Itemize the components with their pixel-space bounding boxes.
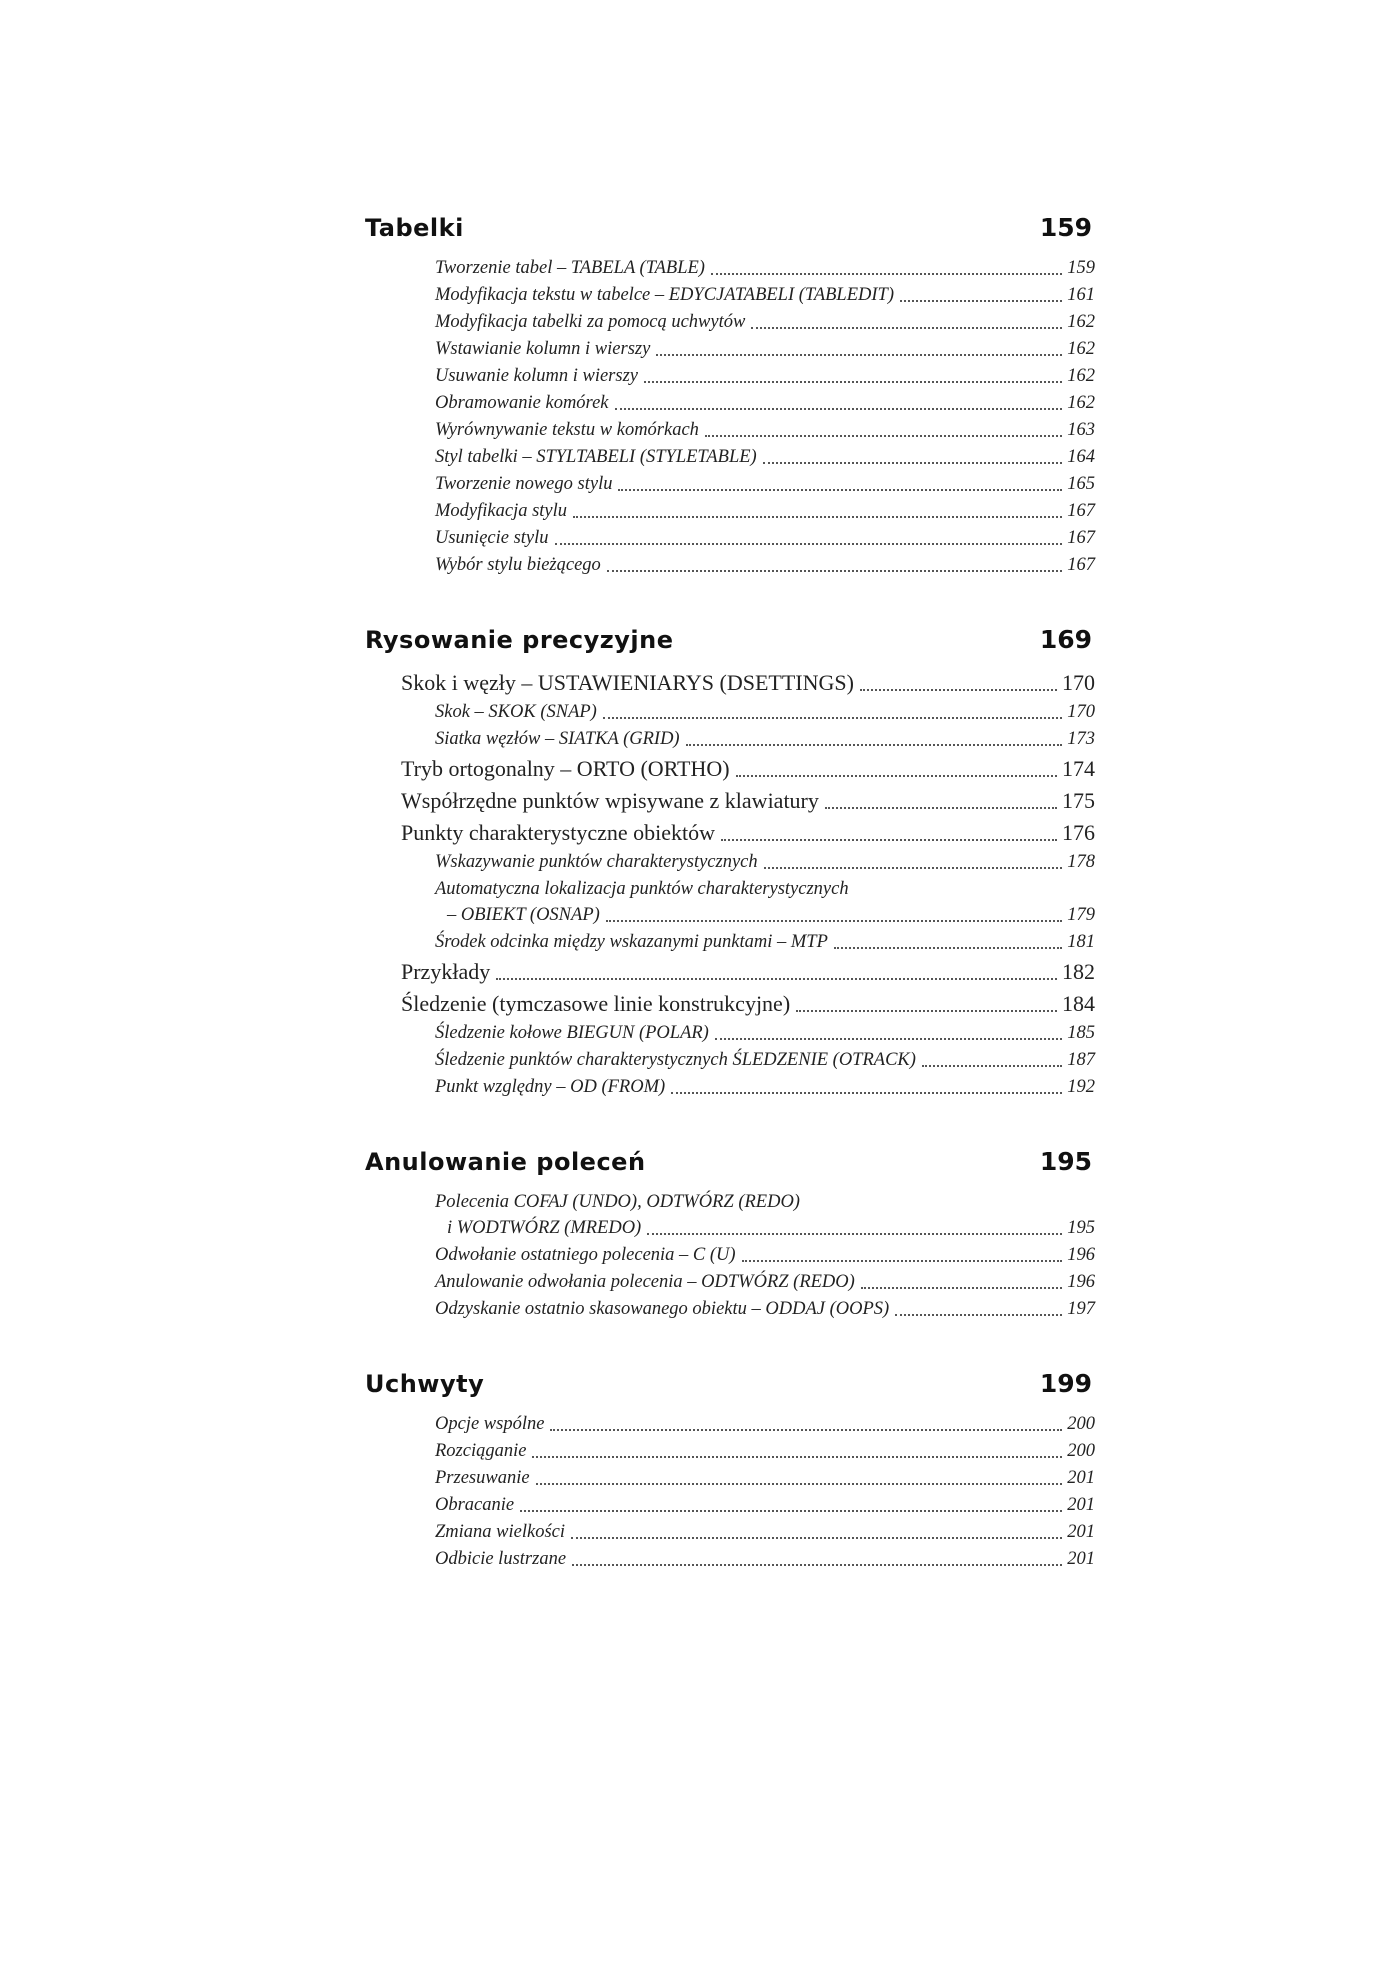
entry-page: 196 — [1067, 1272, 1095, 1292]
dot-leader — [751, 327, 1062, 329]
section-heading — [365, 1359, 1095, 1411]
toc-entry[interactable] — [365, 785, 1095, 817]
toc-section-rysowanie-precyzyjne — [365, 615, 1095, 1101]
entry-page: 181 — [1067, 932, 1095, 952]
toc-entry[interactable] — [365, 552, 1095, 579]
table-of-contents — [365, 203, 1095, 1573]
dot-leader — [705, 435, 1062, 437]
entry-text: Śledzenie (tymczasowe linie konstrukcyjne) — [401, 991, 791, 1016]
entry-text: Anulowanie odwołania polecenia – ODTWÓRZ (REDO) — [435, 1272, 855, 1292]
toc-entry[interactable] — [365, 1438, 1095, 1465]
dot-leader — [656, 354, 1062, 356]
toc-entry[interactable] — [365, 929, 1095, 956]
entry-text: Obramowanie komórek — [435, 393, 609, 413]
toc-entry[interactable] — [365, 849, 1095, 876]
dot-leader — [572, 1564, 1062, 1566]
entry-page: 176 — [1062, 820, 1095, 845]
entry-text: Wstawianie kolumn i wierszy — [435, 339, 651, 359]
entry-page: 182 — [1062, 959, 1095, 984]
toc-entry[interactable] — [365, 1020, 1095, 1047]
entry-text: Usuwanie kolumn i wierszy — [435, 366, 638, 386]
toc-entry[interactable] — [365, 726, 1095, 753]
entry-page: 162 — [1067, 339, 1095, 359]
dot-leader — [532, 1456, 1062, 1458]
toc-entry[interactable] — [365, 390, 1095, 417]
entry-page: 197 — [1067, 1299, 1095, 1319]
entry-page: 201 — [1067, 1549, 1095, 1569]
entry-text: Skok i węzły – USTAWIENIARYS (DSETTINGS) — [401, 670, 854, 695]
entry-text: Modyfikacja stylu — [435, 501, 568, 521]
toc-entry[interactable] — [365, 1492, 1095, 1519]
entry-page: 174 — [1062, 756, 1095, 781]
entry-text: Siatka węzłów – SIATKA (GRID) — [435, 729, 680, 749]
toc-entry[interactable] — [365, 699, 1095, 726]
entry-page: 192 — [1067, 1077, 1095, 1097]
toc-entry[interactable] — [365, 363, 1095, 390]
dot-leader — [721, 839, 1057, 841]
section-title: Uchwyty — [365, 1370, 485, 1398]
section-title: Tabelki — [365, 214, 464, 242]
entry-text: Odzyskanie ostatnio skasowanego obiektu – ODDAJ (OOPS) — [435, 1299, 890, 1319]
entry-text: Wskazywanie punktów charakterystycznych — [435, 852, 758, 872]
section-page-number: 169 — [1039, 625, 1092, 654]
toc-entry-continuation[interactable] — [365, 902, 1095, 929]
toc-entry[interactable] — [365, 1269, 1095, 1296]
dot-leader — [736, 775, 1057, 777]
toc-entry[interactable] — [365, 1242, 1095, 1269]
entry-text: Usunięcie stylu — [435, 528, 549, 548]
toc-section-anulowanie-polecen — [365, 1137, 1095, 1323]
toc-entry[interactable] — [365, 1047, 1095, 1074]
entry-page: 201 — [1067, 1468, 1095, 1488]
entry-page: 196 — [1067, 1245, 1095, 1265]
entry-page: 163 — [1067, 420, 1095, 440]
entry-text: Modyfikacja tekstu w tabelce – EDYCJATABELI (TABLEDIT) — [435, 285, 894, 305]
entry-text: Przesuwanie — [435, 1468, 530, 1488]
dot-leader — [796, 1010, 1057, 1012]
dot-leader — [764, 867, 1063, 869]
toc-entry[interactable] — [365, 1074, 1095, 1101]
dot-leader — [922, 1065, 1062, 1067]
dot-leader — [686, 744, 1063, 746]
entry-page: 162 — [1067, 393, 1095, 413]
entry-page: 187 — [1067, 1050, 1095, 1070]
entry-text: Tryb ortogonalny – ORTO (ORTHO) — [401, 756, 730, 781]
entry-page: 184 — [1062, 991, 1095, 1016]
toc-entry[interactable] — [365, 336, 1095, 363]
toc-entry[interactable] — [365, 1465, 1095, 1492]
entry-text: Styl tabelki – STYLTABELI (STYLETABLE) — [435, 447, 757, 467]
entry-text: Środek odcinka między wskazanymi punktami – MTP — [435, 932, 828, 952]
toc-entry[interactable] — [365, 1411, 1095, 1438]
section-page-number: 195 — [1039, 1147, 1092, 1176]
dot-leader — [742, 1260, 1063, 1262]
toc-entry[interactable] — [365, 667, 1095, 699]
toc-section-uchwyty — [365, 1359, 1095, 1573]
dot-leader — [763, 462, 1063, 464]
dot-leader — [618, 489, 1062, 491]
section-heading — [365, 615, 1095, 667]
toc-entry[interactable] — [365, 525, 1095, 552]
entry-text: Przykłady — [401, 959, 491, 984]
dot-leader — [571, 1537, 1062, 1539]
entry-page: 201 — [1067, 1495, 1095, 1515]
toc-entry[interactable] — [365, 956, 1095, 988]
entry-text: Współrzędne punktów wpisywane z klawiatury — [401, 788, 819, 813]
entry-page: 195 — [1067, 1218, 1095, 1238]
toc-section-tabelki — [365, 203, 1095, 579]
toc-entry[interactable] — [365, 1296, 1095, 1323]
dot-leader — [900, 300, 1062, 302]
toc-entry-continuation[interactable] — [365, 1215, 1095, 1242]
toc-entry[interactable] — [365, 417, 1095, 444]
entry-page: 178 — [1067, 852, 1095, 872]
dot-leader — [715, 1038, 1062, 1040]
dot-leader — [550, 1429, 1062, 1431]
toc-entry[interactable] — [365, 753, 1095, 785]
entry-text: Punkt względny – OD (FROM) — [435, 1077, 666, 1097]
entry-text: Rozciąganie — [435, 1441, 527, 1461]
toc-entry[interactable] — [365, 255, 1095, 282]
entry-text: Tworzenie nowego stylu — [435, 474, 613, 494]
entry-text: Zmiana wielkości — [435, 1522, 566, 1542]
toc-entry[interactable] — [365, 444, 1095, 471]
entry-page: 162 — [1067, 312, 1095, 332]
toc-entry-first-line[interactable]: Automatyczna lokalizacja punktów charakterystycznych — [435, 879, 849, 899]
dot-leader — [825, 807, 1057, 809]
toc-entry[interactable] — [365, 817, 1095, 849]
entry-text: – OBIEKT (OSNAP) — [447, 905, 600, 925]
entry-text: Śledzenie kołowe BIEGUN (POLAR) — [435, 1023, 709, 1043]
dot-leader — [711, 273, 1062, 275]
section-heading — [365, 1137, 1095, 1189]
entry-page: 170 — [1067, 702, 1095, 722]
entry-page: 179 — [1067, 905, 1095, 925]
dot-leader — [606, 920, 1062, 922]
section-title: Rysowanie precyzyjne — [365, 626, 674, 654]
entry-text: Modyfikacja tabelki za pomocą uchwytów — [435, 312, 746, 332]
section-page-number: 159 — [1039, 213, 1092, 242]
section-page-number: 199 — [1039, 1369, 1092, 1398]
dot-leader — [573, 516, 1062, 518]
dot-leader — [603, 717, 1062, 719]
dot-leader — [644, 381, 1062, 383]
entry-page: 164 — [1067, 447, 1095, 467]
toc-entry[interactable] — [365, 988, 1095, 1020]
dot-leader — [834, 947, 1062, 949]
entry-text: Opcje wspólne — [435, 1414, 545, 1434]
dot-leader — [496, 978, 1057, 980]
entry-page: 167 — [1067, 555, 1095, 575]
entry-page: 200 — [1067, 1441, 1095, 1461]
entry-text: Tworzenie tabel – TABELA (TABLE) — [435, 258, 705, 278]
entry-text: i WODTWÓRZ (MREDO) — [447, 1218, 642, 1238]
toc-entry-first-line[interactable]: Polecenia COFAJ (UNDO), ODTWÓRZ (REDO) — [435, 1192, 800, 1212]
entry-page: 167 — [1067, 501, 1095, 521]
entry-page: 173 — [1067, 729, 1095, 749]
toc-entry[interactable] — [365, 282, 1095, 309]
dot-leader — [536, 1483, 1063, 1485]
dot-leader — [895, 1314, 1062, 1316]
dot-leader — [520, 1510, 1062, 1512]
entry-page: 165 — [1067, 474, 1095, 494]
dot-leader — [860, 689, 1057, 691]
entry-page: 161 — [1067, 285, 1095, 305]
dot-leader — [861, 1287, 1062, 1289]
entry-text: Odbicie lustrzane — [435, 1549, 567, 1569]
entry-page: 167 — [1067, 528, 1095, 548]
toc-entry[interactable] — [365, 1546, 1095, 1573]
dot-leader — [555, 543, 1063, 545]
toc-entry[interactable] — [365, 1519, 1095, 1546]
dot-leader — [647, 1233, 1062, 1235]
entry-text: Wybór stylu bieżącego — [435, 555, 601, 575]
entry-text: Śledzenie punktów charakterystycznych ŚLEDZENIE (OTRACK) — [435, 1050, 916, 1070]
dot-leader — [607, 570, 1062, 572]
entry-text: Obracanie — [435, 1495, 515, 1515]
dot-leader — [615, 408, 1063, 410]
section-title: Anulowanie poleceń — [365, 1148, 646, 1176]
entry-page: 162 — [1067, 366, 1095, 386]
entry-page: 159 — [1067, 258, 1095, 278]
section-heading — [365, 203, 1095, 255]
dot-leader — [671, 1092, 1062, 1094]
entry-page: 170 — [1062, 670, 1095, 695]
entry-text: Wyrównywanie tekstu w komórkach — [435, 420, 699, 440]
entry-text: Skok – SKOK (SNAP) — [435, 702, 597, 722]
toc-entry[interactable] — [365, 471, 1095, 498]
toc-entry[interactable] — [365, 498, 1095, 525]
toc-entry[interactable] — [365, 309, 1095, 336]
entry-text: Punkty charakterystyczne obiektów — [401, 820, 716, 845]
entry-page: 201 — [1067, 1522, 1095, 1542]
entry-page: 175 — [1062, 788, 1095, 813]
entry-page: 185 — [1067, 1023, 1095, 1043]
entry-text: Odwołanie ostatniego polecenia – C (U) — [435, 1245, 736, 1265]
entry-page: 200 — [1067, 1414, 1095, 1434]
